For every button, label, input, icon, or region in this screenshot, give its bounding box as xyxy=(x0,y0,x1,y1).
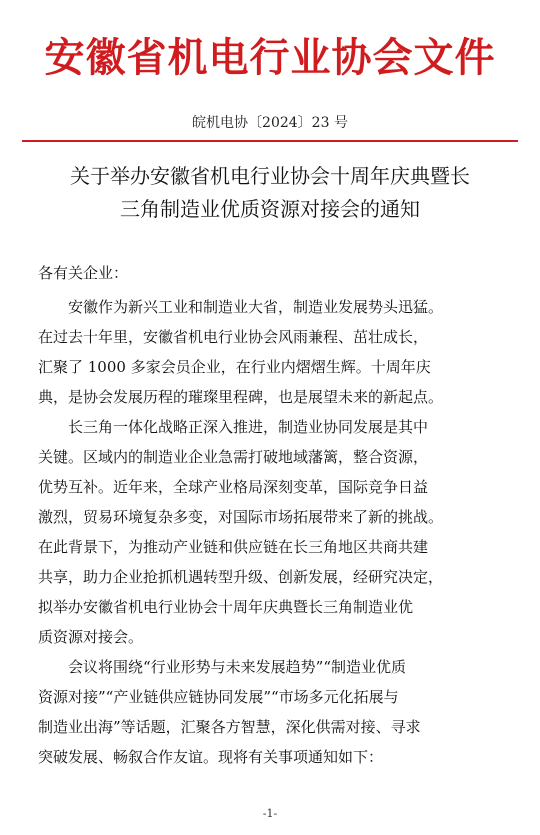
paragraph-line: 在过去十年里，安徽省机电行业协会风雨兼程、茁壮成长， xyxy=(38,328,429,346)
notice-title xyxy=(0,160,540,226)
paragraph-line: 质资源对接会。 xyxy=(38,628,144,646)
org-document-header: 安徽省机电行业协会文件 xyxy=(44,34,496,81)
paragraph-line: 典，是协会发展历程的璀璨里程碑，也是展望未来的新起点。 xyxy=(38,388,444,406)
paragraph-line: 关键。区域内的制造业企业急需打破地域藩篱，整合资源， xyxy=(38,448,429,466)
document-number: 皖机电协〔2024〕23 号 xyxy=(192,115,348,131)
page-number: -1- xyxy=(262,807,278,820)
paragraph-line: 突破发展、畅叙合作友谊。现将有关事项通知如下： xyxy=(38,748,384,766)
paragraph-line: 资源对接”“产业链供应链协同发展”“市场多元化拓展与 xyxy=(38,688,399,706)
paragraph-line: 会议将围绕“行业形势与未来发展趋势”“制造业优质 xyxy=(68,658,407,676)
paragraph-line: 长三角一体化战略正深入推进，制造业协同发展是其中 xyxy=(68,418,429,436)
salutation: 各有关企业： xyxy=(38,264,129,282)
notice-body xyxy=(38,292,506,772)
red-divider-line xyxy=(22,140,518,142)
paragraph-line: 在此背景下，为推动产业链和供应链在长三角地区共商共建 xyxy=(38,538,429,556)
paragraph-line: 优势互补。近年来，全球产业格局深刻变革，国际竞争日益 xyxy=(38,478,429,496)
paragraph-line: 制造业出海”等话题，汇聚各方智慧，深化供需对接、寻求 xyxy=(38,718,421,736)
paragraph-line: 拟举办安徽省机电行业协会十周年庆典暨长三角制造业优 xyxy=(38,598,414,616)
paragraph-line: 安徽作为新兴工业和制造业大省，制造业发展势头迅猛。 xyxy=(68,298,444,316)
notice-title-line-1: 关于举办安徽省机电行业协会十周年庆典暨长 xyxy=(70,164,470,188)
paragraph-line: 汇聚了 1000 多家会员企业，在行业内熠熠生辉。十周年庆 xyxy=(38,358,431,376)
paragraph-line: 激烈，贸易环境复杂多变，对国际市场拓展带来了新的挑战。 xyxy=(38,508,444,526)
paragraph-line: 共享，助力企业抢抓机遇转型升级、创新发展，经研究决定， xyxy=(38,568,444,586)
notice-title-line-2: 三角制造业优质资源对接会的通知 xyxy=(120,197,420,221)
